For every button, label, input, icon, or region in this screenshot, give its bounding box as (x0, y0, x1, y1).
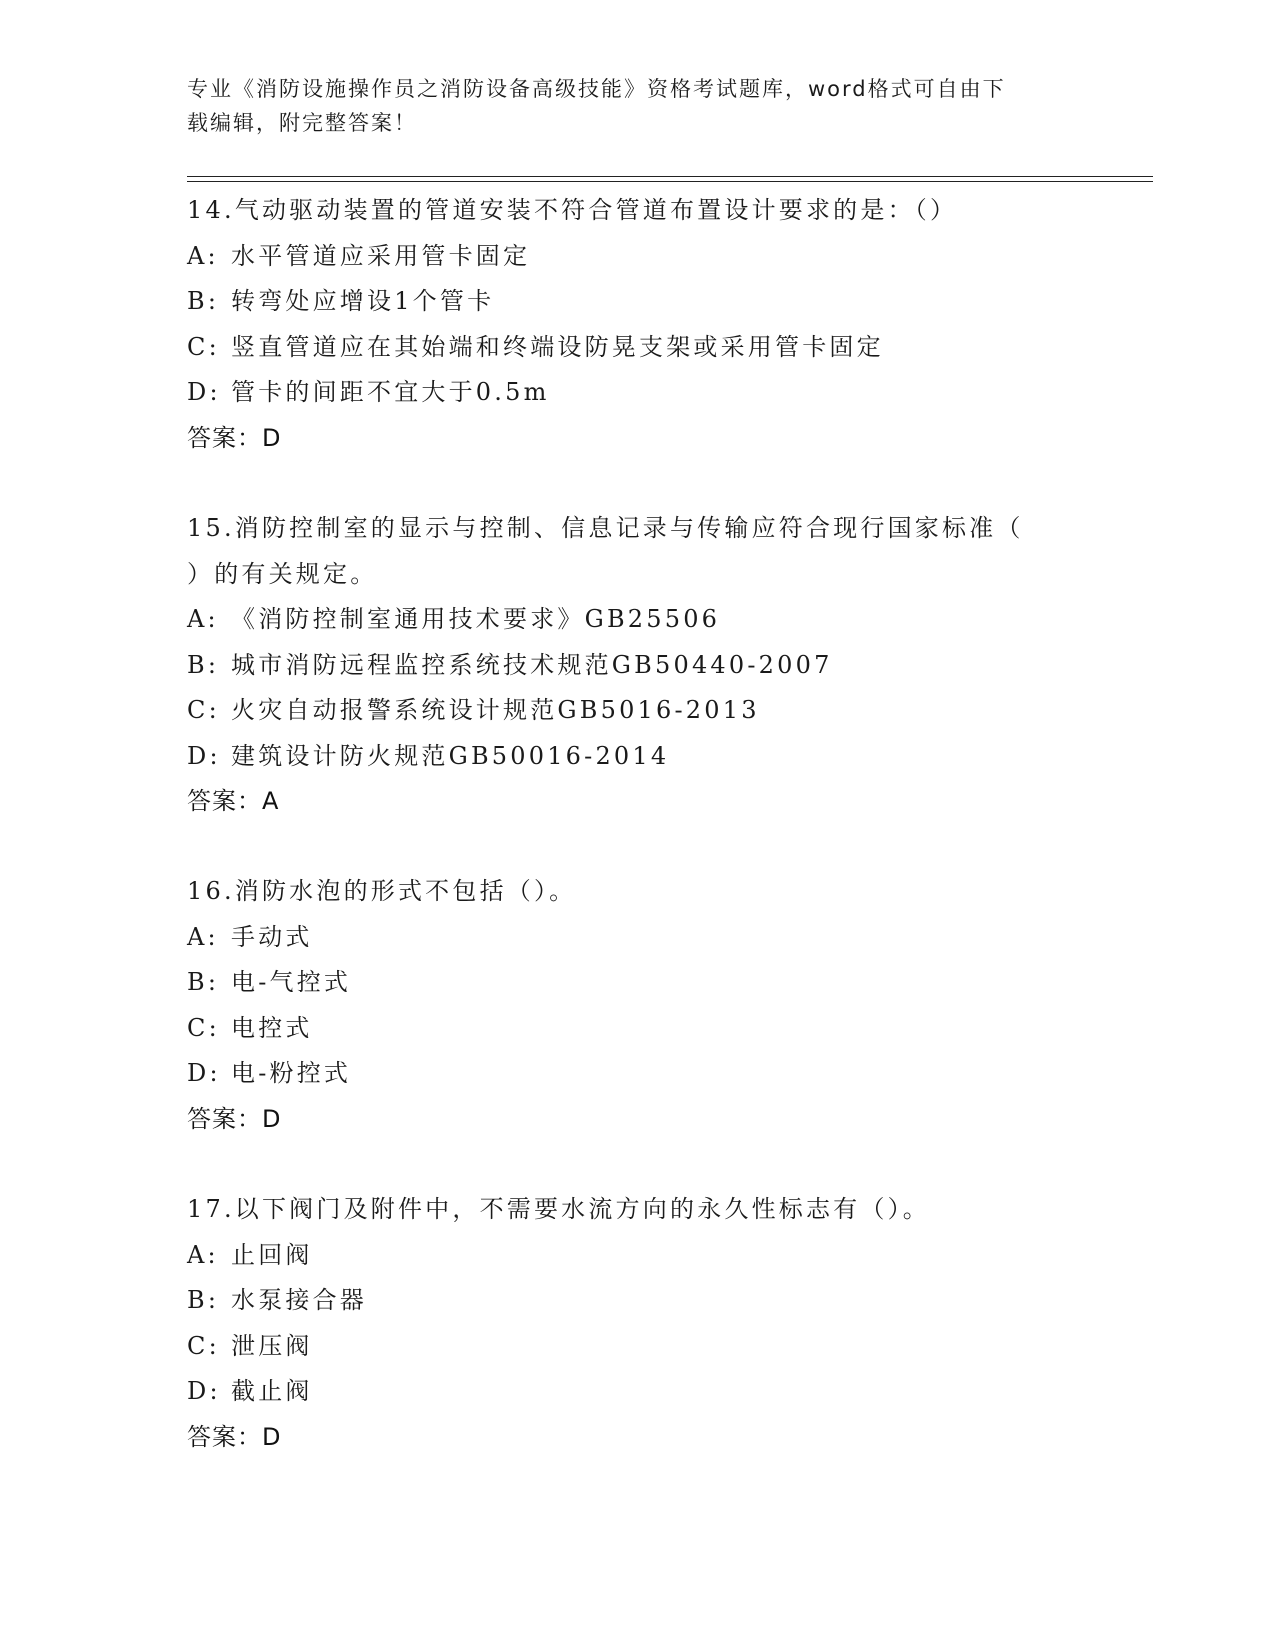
option-text: 手动式 (231, 922, 313, 951)
option-text: 水泵接合器 (231, 1286, 367, 1314)
option-text: 电-粉控式 (231, 1059, 352, 1087)
option-b (187, 643, 1087, 689)
option-text: 《消防控制室通用技术要求》GB25506 (231, 605, 721, 633)
option-letter: D: (187, 378, 221, 406)
question-stem: 16.消防水泡的形式不包括（）。 (187, 877, 577, 905)
header-line-1: 专业《消防设施操作员之消防设备高级技能》资格考试题库，word格式可自由下 (187, 77, 1006, 101)
question-15 (187, 506, 1087, 825)
answer: 答案：A (187, 787, 280, 815)
question-stem: 17.以下阀门及附件中，不需要水流方向的永久性标志有（）。 (187, 1195, 930, 1223)
option-text: 电-气控式 (231, 968, 352, 996)
question-stem-line-1: 15.消防控制室的显示与控制、信息记录与传输应符合现行国家标准（ (187, 514, 1024, 542)
option-letter: B: (187, 1286, 220, 1314)
option-d (187, 1369, 1087, 1415)
option-d (187, 734, 1087, 780)
option-c (187, 688, 1087, 734)
question-16 (187, 869, 1087, 1142)
option-text: 管卡的间距不宜大于0.5m (231, 378, 550, 406)
question-14 (187, 188, 1087, 461)
answer: 答案：D (187, 1422, 282, 1451)
option-letter: A: (187, 605, 219, 633)
document-header (187, 72, 1067, 140)
answer: 答案：D (187, 423, 282, 452)
option-letter: C: (187, 1331, 220, 1360)
option-letter: B: (187, 287, 220, 315)
option-text: 城市消防远程监控系统技术规范GB50440-2007 (231, 650, 833, 679)
option-a (187, 1233, 1087, 1279)
option-a (187, 915, 1087, 961)
option-text: 电控式 (231, 1013, 313, 1042)
header-divider-top (187, 176, 1153, 177)
option-text: 转弯处应增设1个管卡 (231, 287, 495, 315)
option-letter: C: (187, 332, 220, 361)
answer: 答案：D (187, 1104, 282, 1133)
option-letter: B: (187, 650, 220, 679)
option-c (187, 1006, 1087, 1052)
option-c (187, 325, 1087, 371)
option-text: 建筑设计防火规范GB50016-2014 (231, 741, 670, 770)
option-text: 止回阀 (231, 1240, 313, 1269)
header-line-2: 载编辑，附完整答案！ (187, 111, 417, 135)
option-a (187, 597, 1087, 643)
question-stem-line-2: ）的有关规定。 (187, 559, 378, 588)
option-b (187, 960, 1087, 1006)
option-text: 水平管道应采用管卡固定 (231, 241, 531, 270)
question-stem: 14.气动驱动装置的管道安装不符合管道布置设计要求的是：（） (187, 196, 958, 224)
option-letter: D: (187, 1377, 221, 1405)
option-a (187, 234, 1087, 280)
option-letter: C: (187, 696, 220, 724)
header-divider-bottom (187, 181, 1153, 182)
option-text: 截止阀 (231, 1377, 313, 1405)
option-text: 火灾自动报警系统设计规范GB5016-2013 (231, 696, 760, 724)
option-letter: D: (187, 741, 221, 770)
option-d (187, 370, 1087, 416)
option-letter: A: (187, 241, 219, 270)
option-text: 泄压阀 (231, 1331, 313, 1360)
option-letter: D: (187, 1059, 221, 1087)
option-text: 竖直管道应在其始端和终端设防晃支架或采用管卡固定 (231, 332, 884, 361)
option-b (187, 279, 1087, 325)
option-c (187, 1324, 1087, 1370)
option-letter: C: (187, 1013, 220, 1042)
option-letter: A: (187, 922, 219, 951)
option-d (187, 1051, 1087, 1097)
option-letter: A: (187, 1240, 219, 1269)
option-b (187, 1278, 1087, 1324)
question-17 (187, 1187, 1087, 1460)
option-letter: B: (187, 968, 220, 996)
